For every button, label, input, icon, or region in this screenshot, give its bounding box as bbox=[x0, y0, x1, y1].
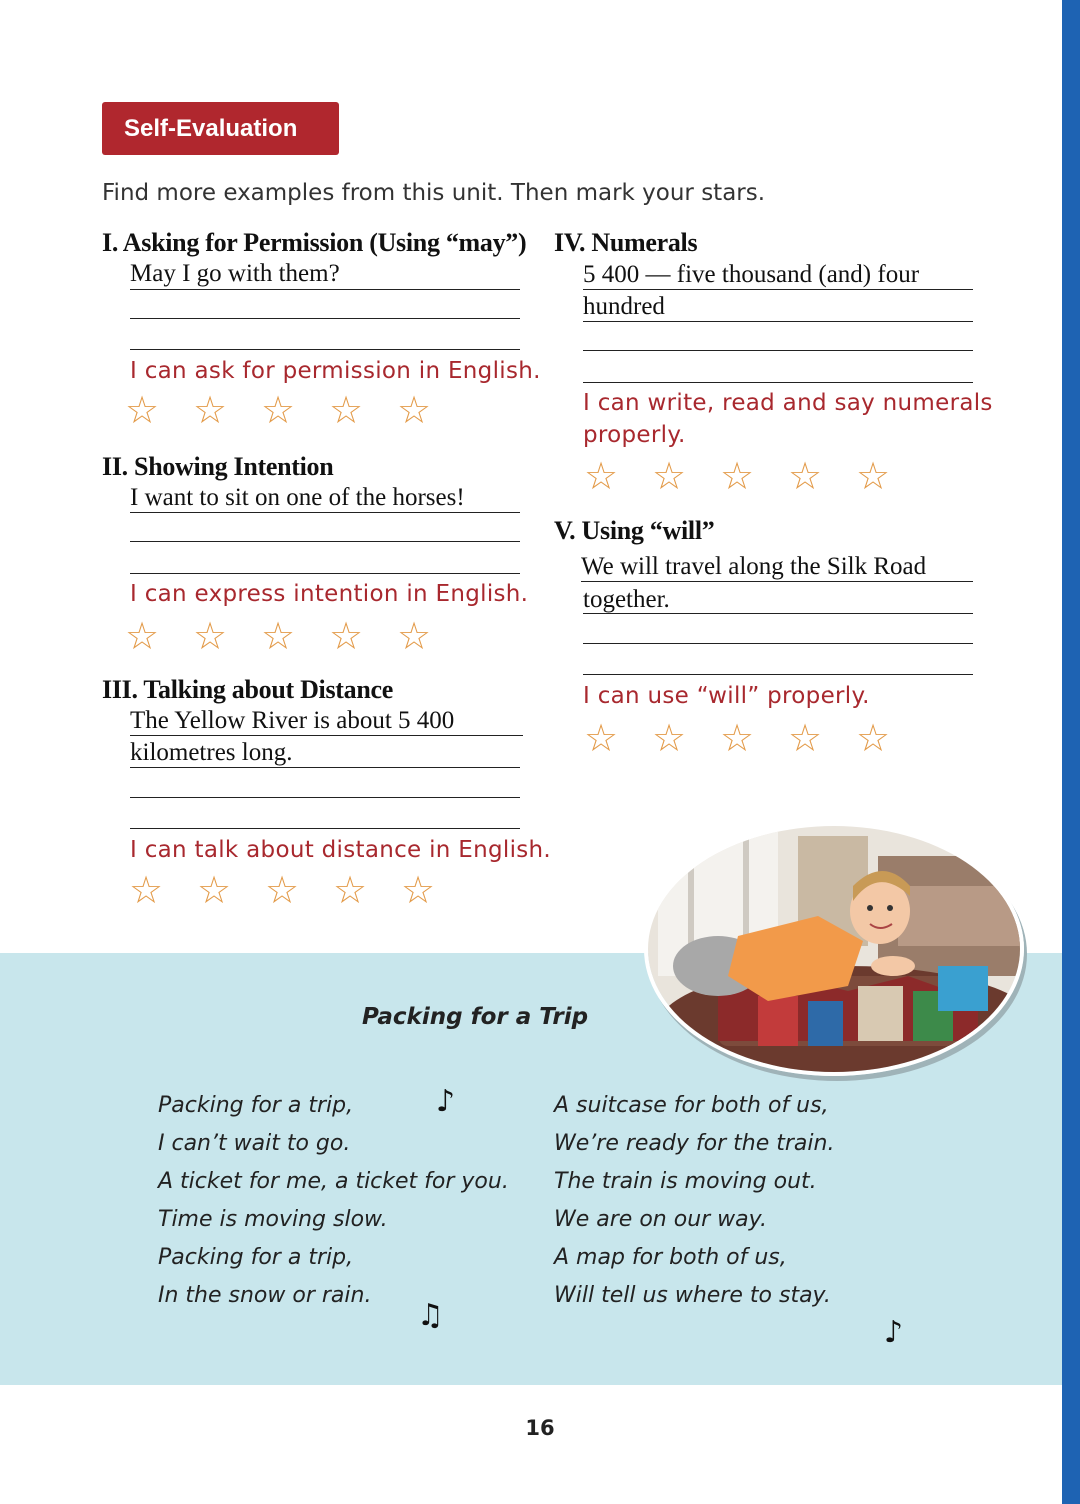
example-text: kilometres long. bbox=[130, 739, 293, 766]
can-do-statement: I can talk about distance in English. bbox=[130, 837, 552, 863]
writing-line[interactable] bbox=[130, 797, 520, 798]
writing-line[interactable] bbox=[130, 349, 520, 350]
writing-line[interactable] bbox=[130, 767, 520, 768]
writing-line[interactable] bbox=[130, 512, 520, 513]
example-text: 5 400 — five thousand (and) four bbox=[583, 261, 920, 288]
example-text: hundred bbox=[583, 293, 665, 320]
star-icon[interactable]: ☆ bbox=[196, 868, 232, 912]
star-rating[interactable] bbox=[579, 456, 895, 496]
writing-line[interactable] bbox=[583, 613, 973, 614]
star-icon[interactable]: ☆ bbox=[787, 454, 823, 498]
writing-line[interactable] bbox=[581, 581, 973, 582]
writing-line[interactable] bbox=[130, 318, 520, 319]
section-title-numerals: IV. Numerals bbox=[554, 228, 698, 257]
star-icon[interactable]: ☆ bbox=[719, 716, 755, 760]
star-rating[interactable] bbox=[124, 870, 440, 910]
star-icon[interactable]: ☆ bbox=[396, 614, 432, 658]
example-text: We will travel along the Silk Road bbox=[581, 553, 927, 580]
writing-line[interactable] bbox=[583, 382, 973, 383]
section-title-distance: III. Talking about Distance bbox=[102, 675, 394, 704]
lyric-line: The train is moving out. bbox=[554, 1169, 817, 1194]
writing-line[interactable] bbox=[130, 541, 520, 542]
section-title-permission: I. Asking for Permission (Using “may”) bbox=[102, 228, 527, 257]
star-icon[interactable]: ☆ bbox=[128, 868, 164, 912]
star-icon[interactable]: ☆ bbox=[328, 388, 364, 432]
page-number: 16 bbox=[525, 1416, 555, 1440]
lyric-line: We’re ready for the train. bbox=[554, 1131, 835, 1156]
star-icon[interactable]: ☆ bbox=[396, 388, 432, 432]
music-note-icon: ♪ bbox=[884, 1315, 904, 1350]
example-text: The Yellow River is about 5 400 bbox=[130, 707, 455, 734]
lyric-line: A map for both of us, bbox=[554, 1245, 787, 1270]
star-icon[interactable]: ☆ bbox=[260, 614, 296, 658]
instruction-text: Find more examples from this unit. Then mark your stars. bbox=[102, 180, 766, 206]
example-text: together. bbox=[583, 586, 670, 613]
song-verse-right bbox=[554, 1087, 834, 1315]
lyric-line: A suitcase for both of us, bbox=[554, 1093, 829, 1118]
example-text: I want to sit on one of the horses! bbox=[130, 484, 465, 511]
can-do-statement: I can ask for permission in English. bbox=[130, 358, 541, 384]
example-text: May I go with them? bbox=[130, 260, 340, 287]
star-icon[interactable]: ☆ bbox=[192, 614, 228, 658]
star-icon[interactable]: ☆ bbox=[192, 388, 228, 432]
star-icon[interactable]: ☆ bbox=[719, 454, 755, 498]
star-icon[interactable]: ☆ bbox=[583, 454, 619, 498]
writing-line[interactable] bbox=[583, 674, 973, 675]
can-do-statement: I can express intention in English. bbox=[130, 581, 529, 607]
star-icon[interactable]: ☆ bbox=[264, 868, 300, 912]
can-do-line: properly. bbox=[583, 422, 686, 448]
girl-packing-suitcase-photo bbox=[644, 822, 1024, 1076]
lyric-line: Will tell us where to stay. bbox=[554, 1283, 831, 1308]
lyric-line: In the snow or rain. bbox=[158, 1283, 372, 1308]
star-icon[interactable]: ☆ bbox=[583, 716, 619, 760]
star-icon[interactable]: ☆ bbox=[260, 388, 296, 432]
star-icon[interactable]: ☆ bbox=[124, 614, 160, 658]
star-rating[interactable] bbox=[120, 390, 436, 430]
can-do-statement: I can use “will” properly. bbox=[583, 683, 870, 709]
song-verse-left bbox=[158, 1087, 509, 1315]
lyric-line: Time is moving slow. bbox=[158, 1207, 388, 1232]
star-icon[interactable]: ☆ bbox=[651, 716, 687, 760]
star-rating[interactable] bbox=[120, 616, 436, 656]
writing-line[interactable] bbox=[583, 643, 973, 644]
writing-line[interactable] bbox=[130, 735, 523, 736]
lyric-line: Packing for a trip, bbox=[158, 1245, 354, 1270]
star-icon[interactable]: ☆ bbox=[400, 868, 436, 912]
lyric-line: I can’t wait to go. bbox=[158, 1131, 351, 1156]
lyric-line: We are on our way. bbox=[554, 1207, 767, 1232]
writing-line[interactable] bbox=[583, 289, 973, 290]
writing-line[interactable] bbox=[583, 321, 973, 322]
writing-line[interactable] bbox=[130, 289, 520, 290]
lyric-line: Packing for a trip, bbox=[158, 1093, 354, 1118]
star-rating[interactable] bbox=[579, 718, 895, 758]
song-title: Packing for a Trip bbox=[362, 1004, 589, 1030]
star-icon[interactable]: ☆ bbox=[124, 388, 160, 432]
star-icon[interactable]: ☆ bbox=[787, 716, 823, 760]
page-edge-bar bbox=[1062, 0, 1080, 1504]
section-title-intention: II. Showing Intention bbox=[102, 452, 334, 481]
music-note-icon: ♫ bbox=[417, 1298, 444, 1333]
star-icon[interactable]: ☆ bbox=[328, 614, 364, 658]
writing-line[interactable] bbox=[130, 828, 520, 829]
star-icon[interactable]: ☆ bbox=[855, 716, 891, 760]
music-note-icon: ♪ bbox=[436, 1084, 456, 1119]
section-title-will: V. Using “will” bbox=[554, 516, 715, 545]
star-icon[interactable]: ☆ bbox=[651, 454, 687, 498]
writing-line[interactable] bbox=[583, 350, 973, 351]
lyric-line: A ticket for me, a ticket for you. bbox=[158, 1169, 509, 1194]
can-do-line: I can write, read and say numerals bbox=[583, 390, 993, 416]
writing-line[interactable] bbox=[130, 573, 520, 574]
can-do-statement bbox=[583, 387, 993, 451]
self-evaluation-badge: Self-Evaluation bbox=[102, 102, 339, 155]
star-icon[interactable]: ☆ bbox=[332, 868, 368, 912]
star-icon[interactable]: ☆ bbox=[855, 454, 891, 498]
